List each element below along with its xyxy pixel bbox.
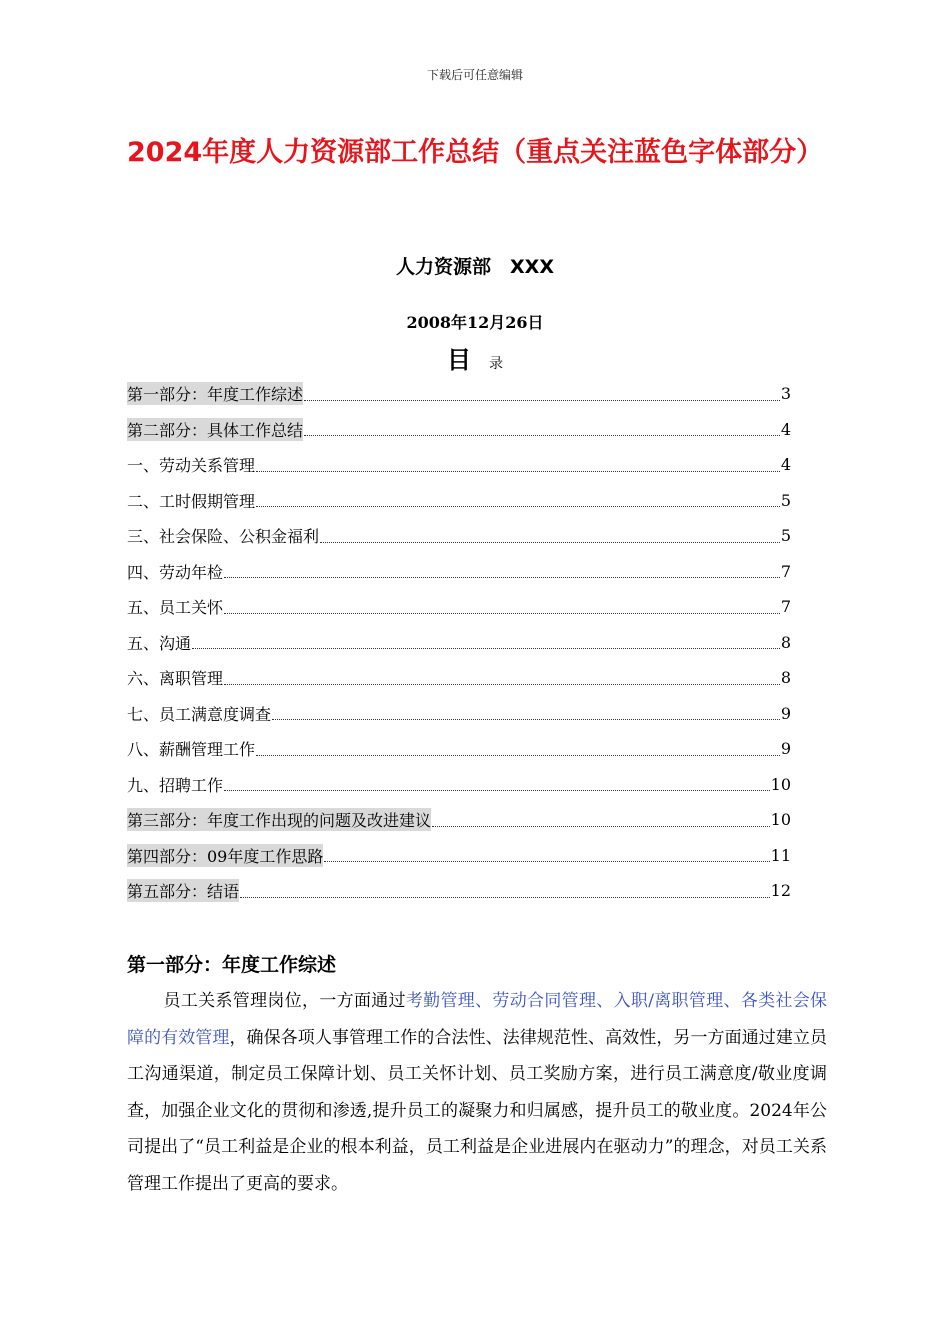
toc-entry[interactable] bbox=[127, 660, 791, 696]
toc-leader-dots bbox=[224, 576, 780, 578]
toc-entry-page: 9 bbox=[780, 703, 791, 723]
toc-entry[interactable] bbox=[127, 696, 791, 732]
toc-entry-label: 第二部分：具体工作总结 bbox=[127, 418, 303, 441]
toc-heading-sub: 录 bbox=[489, 356, 503, 372]
toc-heading-main: 目 bbox=[447, 346, 471, 374]
toc-entry-label: 五、员工关怀 bbox=[127, 598, 224, 618]
toc-leader-dots bbox=[320, 541, 780, 543]
toc-leader-dots bbox=[224, 683, 780, 685]
toc-entry-label: 三、社会保险、公积金福利 bbox=[127, 527, 320, 547]
toc-leader-dots bbox=[224, 789, 770, 791]
toc-entry-label: 二、工时假期管理 bbox=[127, 491, 256, 511]
toc-entry[interactable] bbox=[127, 483, 791, 519]
toc-entry[interactable] bbox=[127, 625, 791, 661]
toc-leader-dots bbox=[324, 860, 769, 862]
paragraph-emphasis-blue: 考勤管理、劳动合同管理、入职/离职管理、各类社会保障的有效管理 bbox=[127, 991, 828, 1048]
toc-leader-dots bbox=[304, 399, 780, 401]
table-of-contents bbox=[127, 376, 791, 909]
toc-leader-dots bbox=[224, 612, 780, 614]
toc-leader-dots bbox=[256, 470, 780, 472]
document-title: 2024年度人力资源部工作总结（重点关注蓝色字体部分） bbox=[127, 137, 824, 168]
toc-entry[interactable] bbox=[127, 554, 791, 590]
toc-entry-page: 5 bbox=[780, 526, 791, 546]
toc-entry-label: 八、薪酬管理工作 bbox=[127, 740, 256, 760]
toc-entry[interactable] bbox=[127, 802, 791, 838]
toc-entry-label: 六、离职管理 bbox=[127, 669, 224, 689]
toc-entry-label: 五、沟通 bbox=[127, 633, 192, 653]
toc-heading bbox=[0, 340, 950, 375]
toc-entry-page: 8 bbox=[780, 668, 791, 688]
toc-entry[interactable] bbox=[127, 767, 791, 803]
toc-entry-label: 四、劳动年检 bbox=[127, 562, 224, 582]
toc-entry-page: 11 bbox=[770, 845, 791, 865]
author-line: 人力资源部 XXX bbox=[396, 256, 554, 278]
document-date: 2008年12月26日 bbox=[406, 313, 544, 332]
toc-entry-page: 3 bbox=[780, 384, 791, 404]
section-heading: 第一部分：年度工作综述 bbox=[127, 954, 337, 976]
toc-entry-page: 12 bbox=[770, 881, 791, 901]
toc-entry-page: 8 bbox=[780, 632, 791, 652]
toc-entry-page: 7 bbox=[780, 597, 791, 617]
toc-entry[interactable] bbox=[127, 376, 791, 412]
toc-leader-dots bbox=[256, 505, 780, 507]
toc-entry[interactable] bbox=[127, 731, 791, 767]
toc-leader-dots bbox=[240, 896, 770, 898]
section-paragraph bbox=[127, 983, 827, 1202]
toc-entry-label: 一、劳动关系管理 bbox=[127, 456, 256, 476]
toc-entry-page: 4 bbox=[780, 419, 791, 439]
toc-entry-label: 第四部分：09年度工作思路 bbox=[127, 844, 323, 867]
toc-entry-label: 七、员工满意度调查 bbox=[127, 704, 272, 724]
paragraph-text-end: ，确保各项人事管理工作的合法性、法律规范性、高效性，另一方面通过建立员工沟通渠道，制定员工保障计划、员工关怀计划、员工奖励方案，进行员工满意度/敬业度调查，加强企业文化的贯彻和渗透,提升员工的凝聚力和归属感，提升员工的敬业度。2024年公司提出了“员工利益是企业的根本利益，员工利益是企业进展内在驱动力”的理念，对员工关系管理工作提出了更高的要求。 bbox=[127, 1027, 828, 1194]
toc-leader-dots bbox=[432, 825, 770, 827]
toc-entry[interactable] bbox=[127, 518, 791, 554]
toc-entry-page: 4 bbox=[780, 455, 791, 475]
toc-entry-page: 10 bbox=[770, 810, 791, 830]
toc-entry-label: 第三部分：年度工作出现的问题及改进建议 bbox=[127, 808, 431, 831]
toc-entry-page: 5 bbox=[780, 490, 791, 510]
toc-leader-dots bbox=[304, 434, 780, 436]
toc-entry-label: 第五部分：结语 bbox=[127, 879, 239, 902]
toc-entry-page: 10 bbox=[770, 774, 791, 794]
toc-entry[interactable] bbox=[127, 447, 791, 483]
toc-entry[interactable] bbox=[127, 412, 791, 448]
toc-leader-dots bbox=[272, 718, 780, 720]
toc-entry-page: 9 bbox=[780, 739, 791, 759]
toc-entry[interactable] bbox=[127, 589, 791, 625]
toc-entry-page: 7 bbox=[780, 561, 791, 581]
toc-entry[interactable] bbox=[127, 873, 791, 909]
header-note: 下载后可任意编辑 bbox=[426, 68, 523, 82]
toc-entry-label: 九、招聘工作 bbox=[127, 775, 224, 795]
toc-leader-dots bbox=[192, 647, 780, 649]
toc-leader-dots bbox=[256, 754, 780, 756]
paragraph-text-start: 员工关系管理岗位，一方面通过 bbox=[163, 991, 406, 1011]
toc-entry[interactable] bbox=[127, 838, 791, 874]
toc-entry-label: 第一部分：年度工作综述 bbox=[127, 382, 303, 405]
